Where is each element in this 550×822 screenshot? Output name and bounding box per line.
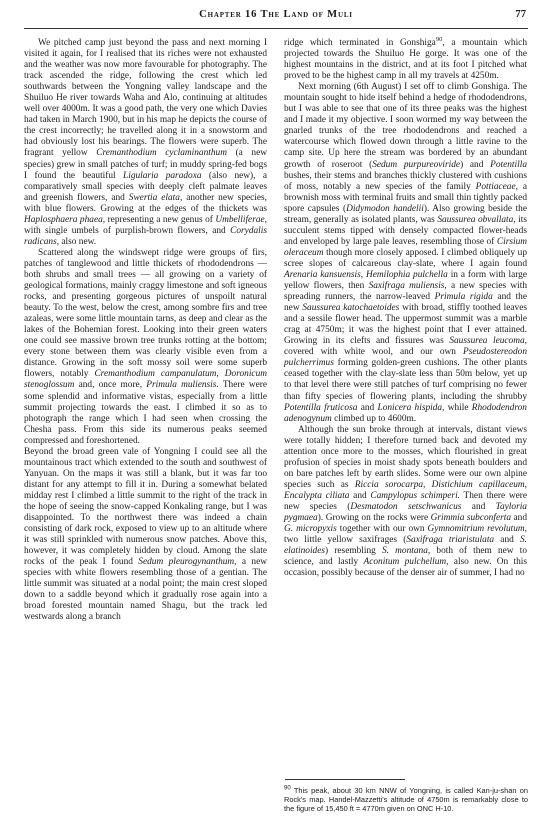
chapter-title: Chapter 16 The Land of Muli bbox=[199, 9, 353, 20]
paragraph: Although the sun broke through at intervals, distant views were totally hidden; I therefore turned back and devoted my attention once more to the mosses, which flourished in great profusion of species in moist shady spots beneath boulders and on bare patches left by earth slides. Some were our own alpine species such as Riccia sorocarpa, Distichium capillaceum, Encalypta ciliata and Campylopus schimperi. Then there were new species (Desmatodon setschwanicus and Tayloria pygmaea). Growing on the rocks were Grimmia subconferta and G. micropyxis together with our own Gymnomitrium revolutum, two little yellow saxifrages (Saxifraga triaristulata and S. elatinoides) resembling S. montana, both of them new to science, and lastly Aconitum pulchellum, also new. On this occasion, possibly because of the denser air of summer, I had no bbox=[284, 424, 528, 579]
paragraph: Beyond the broad green vale of Yongning I could see all the mountainous tract which extended to the south and southwest of Yanyuan. On the maps it was still a blank, but it was far too distant for any attempt to fill it in. During a somewhat belated midday rest I climbed a little summit to the right of the track in the hope of seeing the snow-capped Konkaling range, but I was disappointed. To the northwest there was indeed a chain consisting of dark rock, exposed to view up to an altitude where it was still sprinkled with numerous snow patches. Above this, however, it was completely hidden by cloud. Among the slate rocks of the peak I found Sedum pleurogynanthum, a new species with white flowers resembling those of a gentian. The little summit was situated at a nodal point; the main crest sloped down to a saddle beyond which it gradually rose again into a broad forested mountain named Shagu, but the track led westwards along a branch bbox=[24, 446, 267, 623]
paragraph: ridge which terminated in Gonshiga$^{90}$, a mountain which projected towards the Shuiluo He gorge. It was one of the highest mountains in the district, and at its foot I pitched what proved to be the highest camp in all my travels at 4250m. bbox=[284, 35, 527, 82]
footnote-divider bbox=[285, 779, 405, 780]
page-number: 77 bbox=[515, 9, 526, 20]
left-column bbox=[24, 38, 267, 623]
running-header bbox=[24, 2, 528, 29]
paragraph: Scattered along the windswept ridge were groups of firs, patches of tanglewood and little thickets of rhododendrons — both shrubs and small trees — all growing on a variety of geological formations, mainly craggy limestone and soft igneous rocks, and presenting gorgeous pictures of unspoilt natural beauty. To the west, below the crest, among sombre firs and tree azaleas, were some little mountain tarns, as deep and clear as the lakes of the Bohemian forest. Looking into their green waters one could see massive brown tree trunks rotting at the bottom; every stone between them was clearly visible even from a distance. Growing in the soft mossy soil were some superb flowers, notably Cremanthodium campanulatum, Doronicum stenoglossum and, once more, Primula muliensis. There were some splendid and informative vistas, especially from a little summit projecting towards the east. I climbed it so as to photograph the range which I had seen when crossing the Chesha pass. From this side its numerous peaks seemed compressed and foreshortened. bbox=[24, 247, 267, 446]
paragraph: Next morning (6th August) I set off to climb Gonshiga. The mountain sought to hide itself behind a hedge of rhododendrons, but I was able to see that one of its three peaks was the highest and I made it my objective. I soon wormed my way between the gnarled trunks of the tree rhododendrons and reached a watercourse which flowed down through a little ravine to the camp site. Up here the stream was bordered by an abundant growth of roseroot (Sedum purpureoviride) and Potentilla bushes, their stems and branches thickly clustered with cushions of moss, notably a new species of the family Pottiaceae, a brownish moss with terminal fruits and small thin tightly packed spore capsules (Didymodon handelii). Also growing beside the stream, generally as isolated plants, was Saussurea obvallata, its succulent stems tipped with densely compacted flower-heads and enveloped by large pale leaves, resembling those of Cirsium oleraceum though more closely apposed. I climbed obliquely up scree slopes of calcareous clay-slate, where I again found Arenaria kansuensis, Hemilophia pulchella in a form with large yellow flowers, then Saxifraga muliensis, a new species with spreading runners, the narrow-leaved Primula rigida and the new Saussurea katochaetoides with broad, stiffly toothed leaves and a sessile flower head. The uppermost summit was a marble crag at 4750m; it was the highest point that I ever attained. Growing in its clefts and fissures was Saussurea leucoma, covered with white wool, and our own Pseudostereodon pulcherrimus forming golden-green cushions. The other plants ceased together with the clay-slate less than 50m below, yet up to that level there were still patches of turf comprising no fewer than fifty species of flowering plants, including the shrubby Potentilla fruticosa and Lonicera hispida, while Rhododendron adenogynum climbed up to 4600m. bbox=[284, 82, 528, 424]
footnote: $^{90}$ This peak, about 30 km NNW of Yongning, is called Kan-ju-shan on Rock's map. Handel-Mazzetti's altitude of 4750m is remarkably close to the figure of 15,450 ft = 4770m given on ONC H-10. bbox=[284, 785, 528, 814]
footnote-number: 90 bbox=[284, 785, 291, 792]
right-column bbox=[284, 35, 528, 579]
footnote-reference[interactable]: 90 bbox=[435, 35, 443, 43]
paragraph: We pitched camp just beyond the pass and next morning I visited it again, for I realised that its riches were not exhausted and the weather was now more favourable for photography. The track ascended the ridge, following the crest which led southwards between the Yongning valley landscape and the Shuiluo He river towards Waha and Alo, continuing at altitudes well over 4000m. It was a good path, the very one which Davies had taken in March 1900, but in his map he depicts the course of the crest incorrectly; he travelled along it in a snowstorm and had obviously lost his bearings. The flowers were superb. The fragrant yellow Cremanthodium cyclaminanthum (a new species) grew in small patches of turf; in muddy spring-fed bogs I found the beautiful Ligularia paradoxa (also new), a comparatively small species with deeply cleft palmate leaves and greenish flowers, and Swertia elata, another new species, with blue flowers. Growing at the edges of the thickets was Haplosphaera phaea, representing a new genus of Umbelliferae, with single umbels of purplish-brown flowers, and Corydalis radicans, also new. bbox=[24, 38, 268, 247]
